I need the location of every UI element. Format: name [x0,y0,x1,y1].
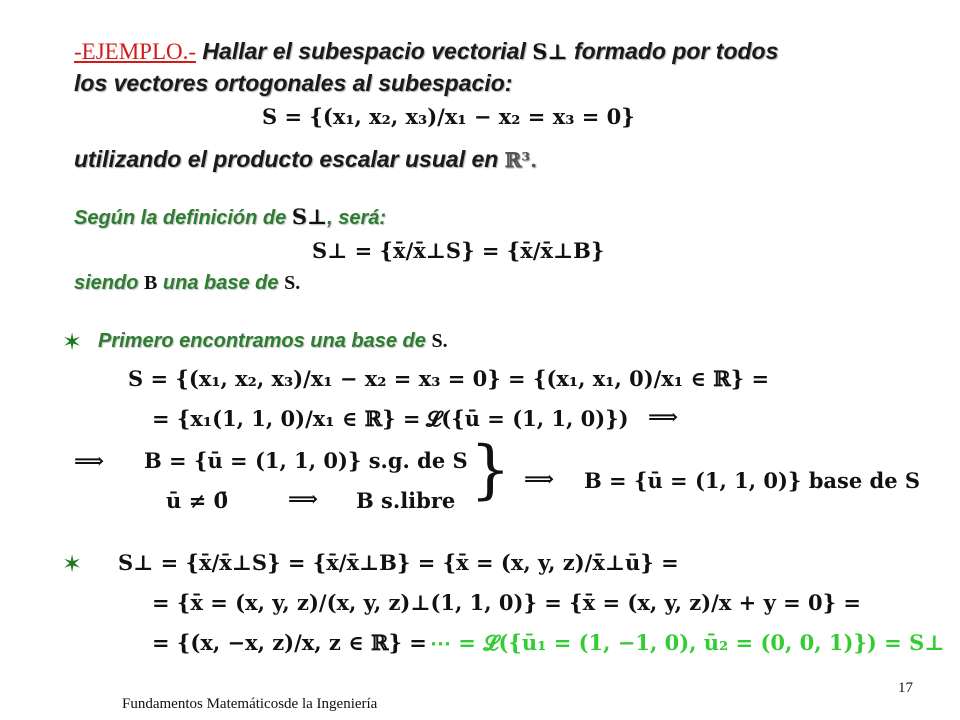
basis-note-text: siendo [74,272,139,294]
basis-symbol: B [144,272,158,294]
basis-result: B = {ū = (1, 1, 0)} base de S [584,468,921,493]
math-line-2b: 𝓛({ū = (1, 1, 0)}) [426,406,629,431]
example-title-line2: los vectores ortogonales al subespacio: [74,70,513,96]
first-step-text: Primero encontramos una base de [98,330,426,352]
example-title-line1 [74,38,778,65]
math-line-3: B = {ū = (1, 1, 0)} s.g. de S [144,448,468,473]
scalar-product-line [74,146,537,173]
implies-arrow-3: ⟹ [288,486,319,511]
subspace-definition: S = {(x₁, x₂, x₃)/x₁ − x₂ = x₃ = 0} [262,104,635,129]
basis-note-line [74,272,300,295]
free-set-text: B s.libre [356,488,456,513]
title-text-part2: formado por todos [573,38,779,64]
title-text-part1: Hallar el subespacio vectorial [202,38,526,64]
implies-arrow-4: ⟹ [524,466,555,491]
definition-text: Según la definición de [74,207,287,229]
math-line-1: S = {(x₁, x₂, x₃)/x₁ − x₂ = x₃ = 0} = {(x₁, x₁, 0)/x₁ ∈ ℝ} = [128,366,770,391]
perp-line-2: = {x̄ = (x, y, z)/(x, y, z)⊥(1, 1, 0)} = {x̄ = (x, y, z)/x + y = 0} = [152,590,862,615]
math-line-2a: = {x₁(1, 1, 0)/x₁ ∈ ℝ} = [152,406,421,431]
definition-line [74,204,386,230]
example-label: -EJEMPLO.- [74,39,197,64]
definition-text-2: , será: [327,207,387,229]
basis-note-text-2: una base de [162,272,279,294]
s-perp-symbol-2: S⊥ [291,204,328,229]
implies-arrow-1: ⟹ [648,404,679,429]
perp-line-1: S⊥ = {x̄/x̄⊥S} = {x̄/x̄⊥B} = {x̄ = (x, y, z)/x̄⊥ū} = [118,550,679,575]
star-bullet-icon: ✶ [62,329,83,356]
perp-line-3a: = {(x, −x, z)/x, z ∈ ℝ} = [152,630,427,655]
first-step-line [98,330,448,353]
subspace-symbol: S. [284,272,301,294]
subspace-symbol-2: S. [431,330,448,352]
right-brace: } [470,433,511,507]
scalar-product-text: utilizando el producto escalar usual en [74,146,499,172]
s-perp-symbol: S⊥ [532,39,568,64]
footer-text: Fundamentos Matemáticosde la Ingeniería [122,696,378,712]
implies-arrow-2: ⟹ [74,448,105,473]
perp-line-3b: ⋯ = 𝓛({ū₁ = (1, −1, 0), ū₂ = (0, 0, 1)}) = S⊥ [430,630,945,655]
r3-symbol: ℝ³. [504,148,538,172]
star-bullet-icon-2: ✶ [62,551,83,578]
s-perp-definition: S⊥ = {x̄/x̄⊥S} = {x̄/x̄⊥B} [312,238,605,263]
nonzero-vector: ū ≠ 0̄ [166,488,229,513]
page-number: 17 [898,680,913,696]
